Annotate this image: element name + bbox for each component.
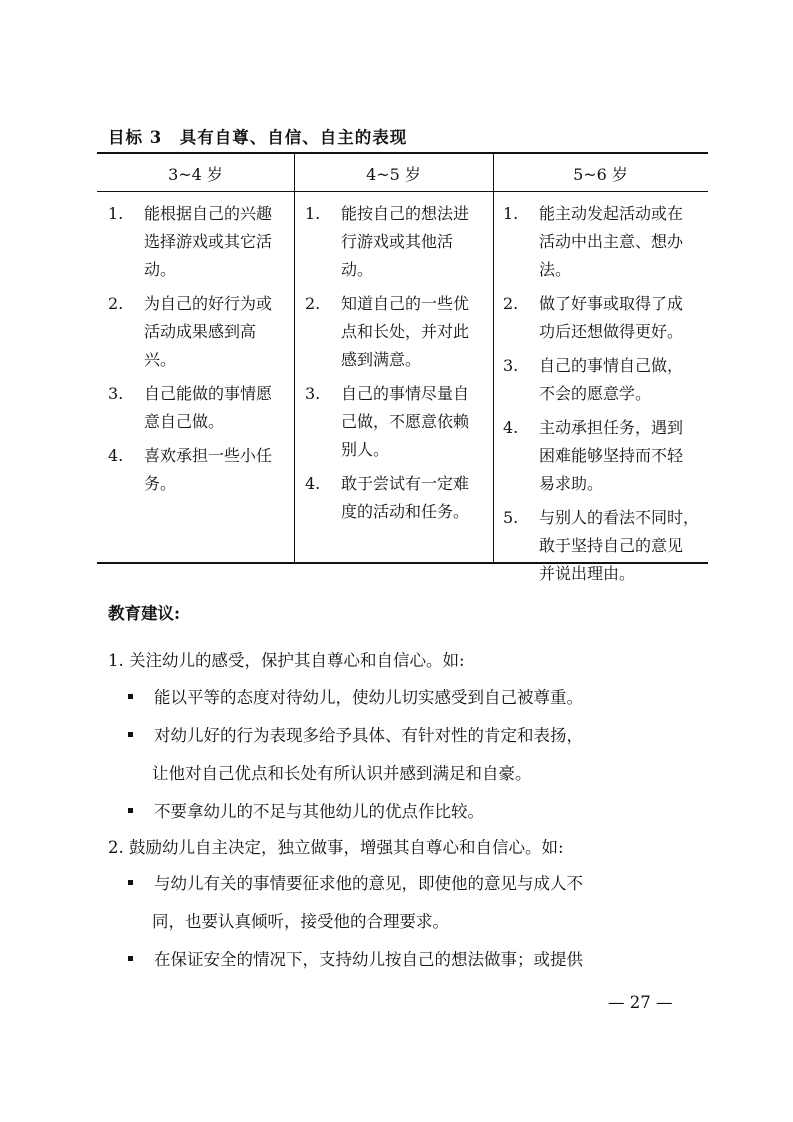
header-divider <box>97 191 708 192</box>
item-text-line: 动。 <box>341 260 374 279</box>
table-list-item <box>108 380 294 436</box>
column-age-5-6 <box>503 200 708 594</box>
advice-heading: 教育建议: <box>108 604 181 623</box>
item-text-line: 能按自己的想法进 <box>341 204 470 223</box>
item-text-line: 能根据自己的兴趣 <box>144 204 273 223</box>
item-text-line: 选择游戏或其它活 <box>144 232 273 251</box>
item-text-line: 动。 <box>144 260 177 279</box>
item-text-line: 法。 <box>539 260 572 279</box>
item-text-line: 务。 <box>144 474 177 493</box>
goal-title: 目标 3 具有自尊、自信、自主的表现 <box>108 128 408 147</box>
item-text-line: 易求助。 <box>539 474 604 493</box>
column-divider <box>493 154 494 562</box>
table-list-item <box>503 290 708 346</box>
item-number: 5. <box>503 508 519 527</box>
advice-bullet-text: 在保证安全的情况下，支持幼儿按自己的想法做事；或提供 <box>154 950 583 969</box>
column-header-age-4-5: 4~5 岁 <box>366 165 421 184</box>
table-list-item <box>108 442 294 498</box>
item-text-line: 做了好事或取得了成 <box>539 294 684 313</box>
item-text-line: 活动中出主意、想办 <box>539 232 684 251</box>
item-number: 3. <box>503 356 519 375</box>
table-list-item <box>305 380 491 464</box>
item-number: 3. <box>108 384 124 403</box>
item-number: 3. <box>305 384 321 403</box>
item-number: 2. <box>503 294 519 313</box>
item-number: 1. <box>503 204 519 223</box>
item-text-line: 意自己做。 <box>144 412 225 431</box>
item-text-line: 点和长处，并对此 <box>341 322 470 341</box>
item-text-line: 困难能够坚持而不轻 <box>539 446 684 465</box>
item-text-line: 为自己的好行为或 <box>144 294 273 313</box>
column-header-age-5-6: 5~6 岁 <box>573 165 628 184</box>
item-number: 2. <box>108 294 124 313</box>
table-list-item <box>108 200 294 284</box>
goal-table <box>97 152 708 583</box>
item-text-line: 自己的事情尽量自 <box>341 384 470 403</box>
advice-point-1: 1. 关注幼儿的感受，保护其自尊心和自信心。如: <box>108 651 465 670</box>
bullet-marker <box>128 694 133 699</box>
item-text-line: 别人。 <box>341 440 390 459</box>
item-text-line: 不会的愿意学。 <box>539 384 652 403</box>
item-text-line: 与别人的看法不同时， <box>539 508 700 527</box>
bullet-marker <box>128 808 133 813</box>
item-number: 4. <box>108 446 124 465</box>
item-text-line: 兴。 <box>144 350 177 369</box>
item-number: 2. <box>305 294 321 313</box>
table-list-item <box>305 200 491 284</box>
table-list-item <box>305 290 491 374</box>
advice-bullet-text: 与幼儿有关的事情要征求他的意见，即使他的意见与成人不 <box>154 874 583 893</box>
advice-bullet-text: 不要拿幼儿的不足与其他幼儿的优点作比较。 <box>154 802 484 821</box>
item-text-line: 主动承担任务，遇到 <box>539 418 684 437</box>
table-list-item <box>503 414 708 498</box>
column-header-age-3-4: 3~4 岁 <box>168 165 223 184</box>
item-text-line: 喜欢承担一些小任 <box>144 446 273 465</box>
advice-point-2: 2. 鼓励幼儿自主决定，独立做事，增强其自尊心和自信心。如: <box>108 838 564 857</box>
bullet-marker <box>128 956 133 961</box>
item-text-line: 度的活动和任务。 <box>341 502 470 521</box>
advice-bullet-text: 同，也要认真倾听，接受他的合理要求。 <box>152 912 449 931</box>
item-number: 1. <box>305 204 321 223</box>
item-text-line: 行游戏或其他活 <box>341 232 454 251</box>
item-number: 4. <box>305 474 321 493</box>
column-age-4-5 <box>305 200 491 532</box>
item-text-line: 自己的事情自己做， <box>539 356 684 375</box>
item-text-line: 功后还想做得更好。 <box>539 322 684 341</box>
page-number: — 27 — <box>608 993 673 1012</box>
bullet-marker <box>128 732 133 737</box>
item-text-line: 自己能做的事情愿 <box>144 384 273 403</box>
item-text-line: 感到满意。 <box>341 350 422 369</box>
table-list-item <box>305 470 491 526</box>
table-list-item <box>503 200 708 284</box>
advice-bullet-text: 让他对自己优点和长处有所认识并感到满足和自豪。 <box>152 764 532 783</box>
item-text-line: 能主动发起活动或在 <box>539 204 684 223</box>
item-text-line: 己做，不愿意依赖 <box>341 412 470 431</box>
advice-bullet-text: 能以平等的态度对待幼儿，使幼儿切实感受到自己被尊重。 <box>154 688 583 707</box>
item-number: 4. <box>503 418 519 437</box>
bullet-marker <box>128 880 133 885</box>
item-text-line: 活动成果感到高 <box>144 322 257 341</box>
table-list-item <box>503 504 708 588</box>
item-text-line: 敢于尝试有一定难 <box>341 474 470 493</box>
table-list-item <box>503 352 708 408</box>
advice-bullet-text: 对幼儿好的行为表现多给予具体、有针对性的肯定和表扬， <box>154 726 583 745</box>
column-age-3-4 <box>108 200 294 504</box>
item-text-line: 知道自己的一些优 <box>341 294 470 313</box>
item-number: 1. <box>108 204 124 223</box>
item-text-line: 并说出理由。 <box>539 564 636 583</box>
table-list-item <box>108 290 294 374</box>
column-divider <box>294 154 295 562</box>
item-text-line: 敢于坚持自己的意见 <box>539 536 684 555</box>
